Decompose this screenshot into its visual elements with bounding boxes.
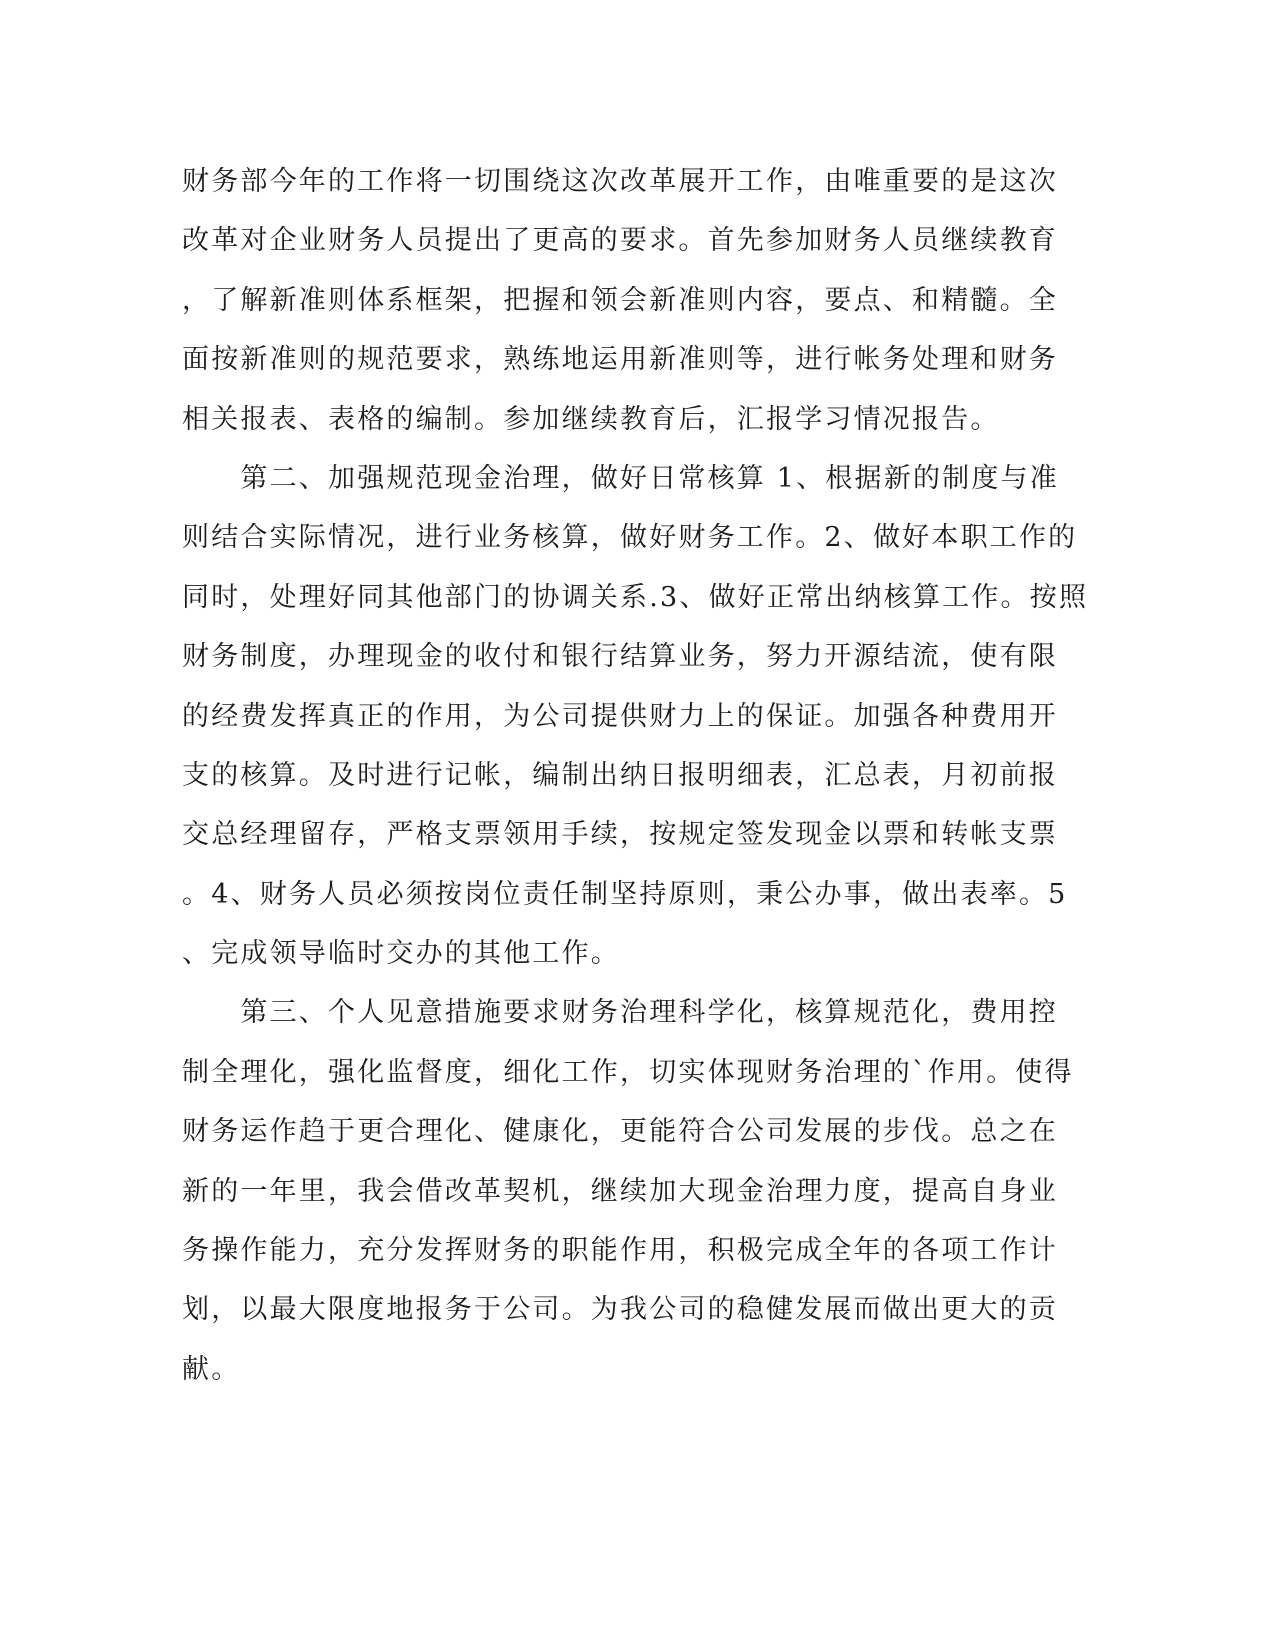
text-line: 务操作能力，充分发挥财务的职能作用，积极完成全年的各项工作计 <box>182 1235 1058 1267</box>
text-line: 面按新准则的规范要求，熟练地运用新准则等，进行帐务处理和财务 <box>182 344 1058 376</box>
text-line: ，了解新准则体系框架，把握和领会新准则内容，要点、和精髓。全 <box>182 284 1058 316</box>
text-line: 支的核算。及时进行记帐，编制出纳日报明细表，汇总表，月初前报 <box>182 759 1058 791</box>
text-line: 献。 <box>182 1353 241 1385</box>
text-line: 交总经理留存，严格支票领用手续，按规定签发现金以票和转帐支票 <box>182 819 1058 851</box>
text-line: 新的一年里，我会借改革契机，继续加大现金治理力度，提高自身业 <box>182 1175 1058 1207</box>
text-line: 同时，处理好同其他部门的协调关系.3、做好正常出纳核算工作。按照 <box>182 581 1089 613</box>
text-line: 财务运作趋于更合理化、健康化，更能符合公司发展的步伐。总之在 <box>182 1116 1058 1148</box>
text-line: 、完成领导临时交办的其他工作。 <box>182 938 620 970</box>
text-line: 划，以最大限度地报务于公司。为我公司的稳健发展而做出更大的贡 <box>182 1294 1058 1326</box>
text-line: 相关报表、表格的编制。参加继续教育后，汇报学习情况报告。 <box>182 403 1000 435</box>
text-line: 第三、个人见意措施要求财务治理科学化，核算规范化，费用控 <box>182 997 1058 1029</box>
text-line: 的经费发挥真正的作用，为公司提供财力上的保证。加强各种费用开 <box>182 700 1058 732</box>
text-line: 财务制度，办理现金的收付和银行结算业务，努力开源结流，使有限 <box>182 641 1058 673</box>
text-line: 则结合实际情况，进行业务核算，做好财务工作。2、做好本职工作的 <box>182 522 1078 554</box>
document-body <box>182 152 1089 1399</box>
text-line: 改革对企业财务人员提出了更高的要求。首先参加财务人员继续教育 <box>182 225 1058 257</box>
text-line: 财务部今年的工作将一切围绕这次改革展开工作，由唯重要的是这次 <box>182 166 1058 197</box>
text-line: 制全理化，强化监督度，细化工作，切实体现财务治理的`作用。使得 <box>182 1056 1074 1088</box>
text-line: 第二、加强规范现金治理，做好日常核算 1、根据新的制度与准 <box>182 462 1059 494</box>
text-line: 。4、财务人员必须按岗位责任制坚持原则，秉公办事，做出表率。5 <box>182 878 1068 910</box>
